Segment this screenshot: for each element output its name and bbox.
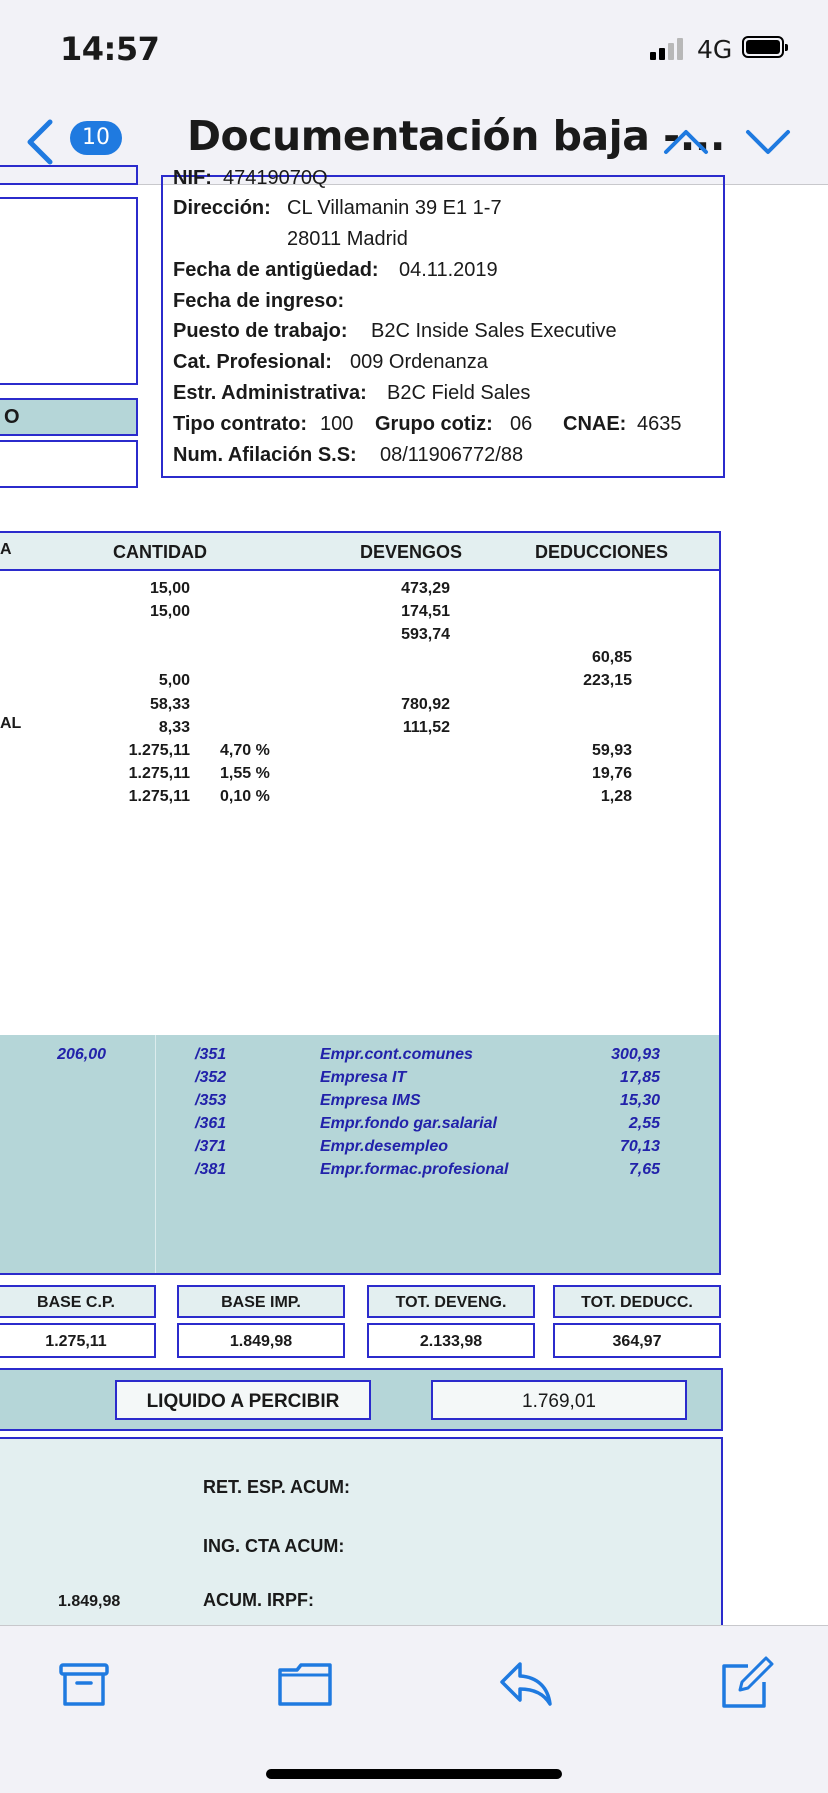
- concept-deduction: 59,93: [591, 742, 632, 759]
- ss-number-value: 08/11906772/88: [380, 444, 524, 466]
- contract-label: Tipo contrato:: [173, 413, 308, 435]
- category-label: Cat. Profesional:: [173, 351, 332, 373]
- concept-quantity: 5,00: [158, 672, 190, 689]
- deductions-header: DEDUCCIONES: [535, 542, 669, 562]
- tot-deveng-label: TOT. DEVENG.: [395, 1294, 507, 1311]
- employer-amount: 300,93: [611, 1046, 660, 1063]
- status-bar: [0, 0, 828, 100]
- ing-cta-acum-label: ING. CTA ACUM:: [203, 1536, 345, 1556]
- bottom-toolbar: [0, 1625, 828, 1793]
- employer-concept: Empr.fondo gar.salarial: [320, 1115, 497, 1132]
- message-title: Documentación baja -...: [187, 112, 725, 160]
- net-pay-value-box: [431, 1380, 687, 1420]
- concept-quantity: 15,00: [149, 603, 190, 620]
- earnings-header: DEVENGOS: [360, 542, 463, 562]
- base-imp-box: [177, 1323, 345, 1358]
- tot-deducc-label: TOT. DEDUCC.: [581, 1294, 693, 1311]
- status-time: 14:57: [60, 30, 160, 68]
- base-cp-header: [0, 1285, 156, 1318]
- concept-deduction: 223,15: [583, 672, 632, 689]
- base-imp-header: [177, 1285, 345, 1318]
- home-indicator: [266, 1769, 562, 1779]
- position-value: B2C Inside Sales Executive: [371, 320, 617, 342]
- address-line1: CL Villamanin 39 E1 1-7: [287, 197, 502, 219]
- base-cp-value: 1.275,11: [45, 1333, 107, 1350]
- cnae-value: 4635: [637, 413, 682, 435]
- accumulated-box: [0, 1437, 723, 1657]
- concept-rate: 0,10 %: [220, 788, 270, 805]
- employer-amount: 2,55: [628, 1115, 660, 1132]
- next-message-icon[interactable]: [744, 122, 792, 162]
- nif-value: 47419070Q: [223, 167, 328, 189]
- employer-code: /361: [195, 1115, 227, 1132]
- employer-concept: Empr.cont.comunes: [320, 1046, 473, 1063]
- employer-concept: Empr.desempleo: [320, 1138, 449, 1155]
- employer-amount: 15,30: [619, 1092, 660, 1109]
- left-lower-box: [0, 440, 138, 488]
- position-label: Puesto de trabajo:: [173, 320, 348, 342]
- contract-value: 100: [320, 413, 354, 435]
- employer-code: /353: [195, 1092, 227, 1109]
- concepts-header: [0, 531, 721, 571]
- concept-quantity: 1.275,11: [128, 742, 190, 759]
- previous-message-icon[interactable]: [662, 122, 710, 162]
- seniority-value: 04.11.2019: [399, 259, 498, 281]
- employer-amount: 70,13: [619, 1138, 660, 1155]
- employer-concept: Empr.formac.profesional: [320, 1161, 509, 1178]
- base-cp-box: [0, 1323, 156, 1358]
- compose-icon[interactable]: [718, 1656, 774, 1712]
- concept-quantity: 1.275,11: [128, 788, 190, 805]
- row-fragment-a: A: [0, 541, 12, 558]
- concept-earning: 174,51: [401, 603, 450, 620]
- net-pay-label-box: [115, 1380, 371, 1420]
- concept-quantity: 58,33: [149, 696, 190, 713]
- archive-icon[interactable]: [56, 1656, 112, 1712]
- concept-quantity: 8,33: [158, 719, 190, 736]
- left-top-box: [0, 165, 138, 185]
- concept-quantity: 15,00: [149, 580, 190, 597]
- base-imp-label: BASE IMP.: [221, 1294, 301, 1311]
- ret-esp-acum-label: RET. ESP. ACUM:: [203, 1477, 351, 1497]
- concept-deduction: 1,28: [600, 788, 632, 805]
- left-company-box: [0, 197, 138, 385]
- left-section-header: [0, 398, 138, 436]
- tot-deducc-value: 364,97: [612, 1333, 662, 1350]
- concept-earning: 780,92: [401, 696, 450, 713]
- concept-rate: 4,70 %: [220, 742, 270, 759]
- nif-label: NIF:: [173, 167, 212, 189]
- concept-deduction: 60,85: [591, 649, 632, 666]
- network-type: 4G: [697, 35, 733, 64]
- reply-icon[interactable]: [498, 1656, 554, 1712]
- group-label: Grupo cotiz:: [375, 413, 493, 435]
- seniority-label: Fecha de antigüedad:: [173, 259, 379, 281]
- employer-code: /371: [195, 1138, 227, 1155]
- employee-info-box: [161, 167, 725, 478]
- concept-quantity: 1.275,11: [128, 765, 190, 782]
- employer-code: /352: [195, 1069, 227, 1086]
- address-label: Dirección:: [173, 197, 271, 219]
- concept-rate: 1,55 %: [220, 765, 270, 782]
- structure-label: Estr. Administrativa:: [173, 382, 367, 404]
- net-pay-label: LIQUIDO A PERCIBIR: [146, 1391, 340, 1412]
- move-to-folder-icon[interactable]: [277, 1656, 333, 1712]
- base-cp-label: BASE C.P.: [37, 1294, 115, 1311]
- payslip-document: [0, 167, 828, 1625]
- back-chevron-icon[interactable]: [24, 118, 56, 166]
- concept-earning: 593,74: [401, 626, 450, 643]
- concept-earning: 111,52: [402, 719, 450, 736]
- employer-amount: 7,65: [628, 1161, 660, 1178]
- section-letter: O: [4, 406, 20, 428]
- tot-deducc-header: [553, 1285, 721, 1318]
- employer-code: /351: [195, 1046, 227, 1063]
- tot-deveng-box: [367, 1323, 535, 1358]
- contribution-base-value: 206,00: [57, 1046, 106, 1063]
- employer-amount: 17,85: [619, 1069, 660, 1086]
- signal-icon: [650, 38, 690, 60]
- concept-earning: 473,29: [401, 580, 450, 597]
- cnae-label: CNAE:: [563, 413, 627, 435]
- address-line2: 28011 Madrid: [287, 228, 408, 250]
- hire-date-label: Fecha de ingreso:: [173, 290, 345, 312]
- battery-icon: [742, 36, 784, 58]
- net-pay-band: [0, 1368, 723, 1431]
- net-pay-value: 1.769,01: [522, 1391, 596, 1412]
- employer-concept: Empresa IMS: [320, 1092, 421, 1109]
- category-value: 009 Ordenanza: [350, 351, 488, 373]
- quantity-header: CANTIDAD: [113, 542, 207, 562]
- message-count-badge[interactable]: 10: [70, 121, 122, 155]
- group-value: 06: [510, 413, 533, 435]
- base-imp-value: 1.849,98: [229, 1333, 293, 1350]
- tot-deveng-value: 2.133,98: [419, 1333, 483, 1350]
- row-fragment-al: AL: [0, 715, 22, 732]
- structure-value: B2C Field Sales: [387, 382, 531, 404]
- tot-deveng-header: [367, 1285, 535, 1318]
- acum-irpf-label: ACUM. IRPF:: [203, 1590, 314, 1610]
- tot-deducc-box: [553, 1323, 721, 1358]
- employer-code: /381: [195, 1161, 227, 1178]
- acum-irpf-value: 1.849,98: [58, 1593, 121, 1610]
- employer-concept: Empresa IT: [320, 1069, 407, 1086]
- ss-number-label: Num. Afilación S.S:: [173, 444, 357, 466]
- concept-deduction: 19,76: [591, 765, 632, 782]
